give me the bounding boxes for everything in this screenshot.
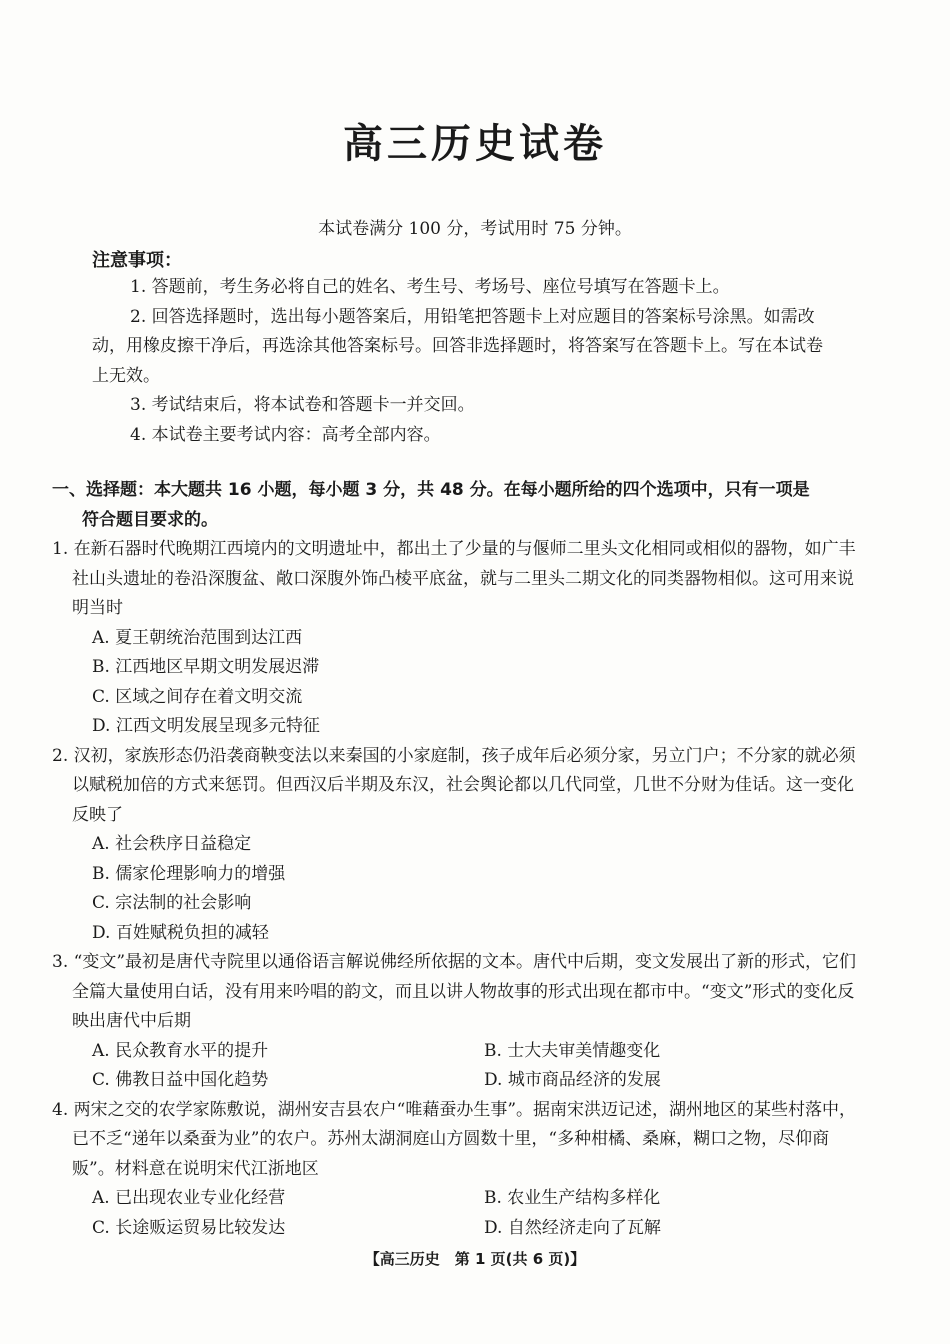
question-stem: 2. 汉初，家族形态仍沿袭商鞅变法以来秦国的小家庭制，孩子成年后必须分家，另立门户；不分家的就必须以赋税加倍的方式来惩罚。但西汉后半期及东汉，社会舆论都以几代同堂，几世不分财为佳话。这一变化反映了	[52, 745, 856, 825]
option-b: B. 农业生产结构多样化	[484, 1188, 661, 1208]
notice-heading: 注意事项：	[92, 250, 182, 271]
option-d: D. 百姓赋税负担的减轻	[92, 922, 269, 943]
page-footer: 【高三历史 第 1 页(共 6 页)】	[364, 1250, 586, 1268]
notice-item: 1. 答题前，考生务必将自己的姓名、考生号、考场号、座位号填写在答题卡上。	[130, 277, 730, 297]
question-list	[52, 535, 862, 1243]
notice-list	[92, 273, 832, 450]
question-stem: 1. 在新石器时代晚期江西境内的文明遗址中，都出土了少量的与偃师二里头文化相同或相似的器物，如广丰社山头遗址的卷沿深腹盆、敞口深腹外饰凸棱平底盆，就与二里头二期文化的同类器物相似。这可用来说明当时	[52, 539, 856, 618]
section-heading-line: 符合题目要求的。	[82, 509, 218, 530]
option-b: B. 儒家伦理影响力的增强	[92, 863, 286, 884]
option-a: A. 已出现农业专业化经营	[92, 1188, 286, 1208]
section-heading-line: 一、选择题：本大题共 16 小题，每小题 3 分，共 48 分。在每小题所给的四个选项中，只有一项是	[52, 480, 810, 500]
page-title: 高三历史试卷	[343, 121, 607, 167]
question-stem: 3. “变文”最初是唐代寺院里以通俗语言解说佛经所依据的文本。唐代中后期，变文发展出了新的形式，它们全篇大量使用白话，没有用来吟唱的韵文，而且以讲人物故事的形式出现在都市中。“变文”形式的变化反映出唐代中后期	[52, 952, 857, 1031]
notice-item: 4. 本试卷主要考试内容：高考全部内容。	[130, 424, 441, 445]
question-3	[52, 948, 862, 1096]
question-2	[52, 742, 862, 949]
option-c: C. 宗法制的社会影响	[92, 893, 252, 913]
option-a: A. 民众教育水平的提升	[92, 1040, 269, 1061]
option-a: A. 社会秩序日益稳定	[92, 834, 252, 854]
option-b: B. 士大夫审美情趣变化	[484, 1040, 661, 1061]
option-d: D. 自然经济走向了瓦解	[484, 1217, 661, 1238]
option-c: C. 长途贩运贸易比较发达	[92, 1217, 286, 1238]
notice-item: 3. 考试结束后，将本试卷和答题卡一并交回。	[130, 395, 475, 415]
section-heading	[52, 476, 862, 535]
option-d: D. 江西文明发展呈现多元特征	[92, 716, 320, 736]
exam-info: 本试卷满分 100 分，考试用时 75 分钟。	[318, 219, 632, 239]
question-stem: 4. 两宋之交的农学家陈敷说，湖州安吉县农户“唯藉蚕办生事”。据南宋洪迈记述，湖州地区的某些村落中，已不乏“递年以桑蚕为业”的农户。苏州太湖洞庭山方圆数十里，“多种柑橘、桑麻，糊口之物，尽仰商贩”。材料意在说明宋代江浙地区	[52, 1099, 857, 1179]
option-c: C. 区域之间存在着文明交流	[92, 686, 303, 707]
option-c: C. 佛教日益中国化趋势	[92, 1070, 269, 1090]
notice-item: 2. 回答选择题时，选出每小题答案后，用铅笔把答题卡上对应题目的答案标号涂黑。如需改动，用橡皮擦干净后，再选涂其他答案标号。回答非选择题时，将答案写在答题卡上。写在本试卷上无效。	[92, 306, 823, 386]
option-b: B. 江西地区早期文明发展迟滞	[92, 657, 320, 677]
option-d: D. 城市商品经济的发展	[484, 1070, 661, 1090]
question-4	[52, 1096, 862, 1244]
question-1	[52, 535, 862, 742]
option-a: A. 夏王朝统治范围到达江西	[92, 627, 303, 648]
